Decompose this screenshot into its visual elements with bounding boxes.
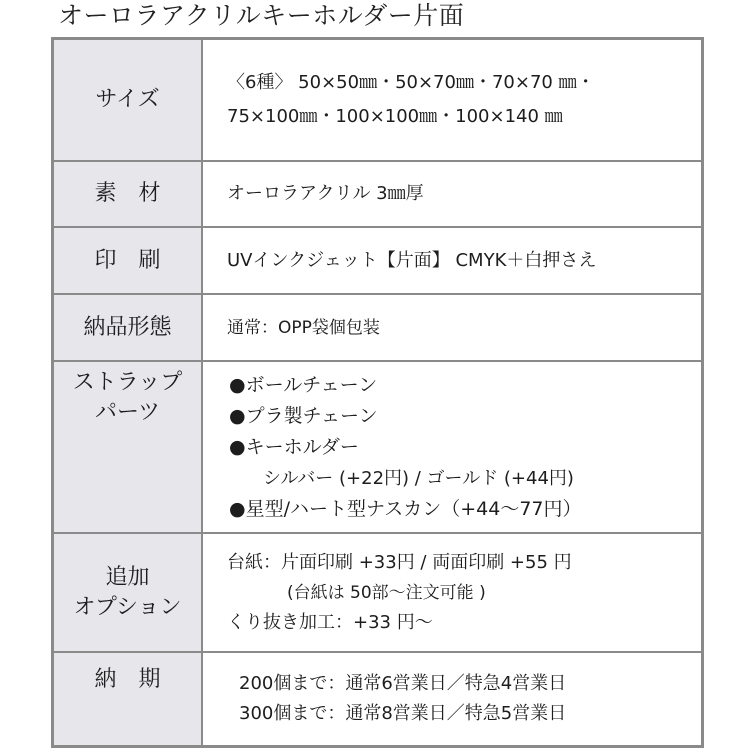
value-line: ●ボールチェーン bbox=[229, 373, 378, 396]
row-value-packaging bbox=[203, 295, 701, 362]
label-text: 追加 bbox=[105, 564, 150, 590]
value-line: 台紙：片面印刷 +33円 / 両面印刷 +55 円 bbox=[227, 552, 572, 573]
row-value-printing bbox=[203, 228, 701, 295]
value-line: シルバー (+22円) / ゴールド (+44円) bbox=[263, 467, 574, 489]
value-line: 通常：OPP袋個包装 bbox=[227, 317, 380, 338]
value-line: UVインクジェット【片面】 CMYK＋白押さえ bbox=[227, 249, 597, 271]
row-label-size bbox=[54, 40, 203, 162]
row-label-printing bbox=[54, 228, 203, 295]
row-label-strap-parts bbox=[54, 362, 203, 534]
row-value-options bbox=[203, 534, 701, 653]
label-text: パーツ bbox=[94, 400, 161, 425]
label-text: 素 材 bbox=[94, 181, 161, 206]
value-line: ●キーホルダー bbox=[229, 435, 359, 458]
value-line: 200個まで：通常6営業日／特急4営業日 bbox=[239, 673, 567, 694]
label-text: 納 期 bbox=[94, 667, 161, 692]
row-label-options bbox=[54, 534, 203, 653]
value-line: (台紙は 50部〜注文可能 ) bbox=[287, 583, 486, 603]
row-value-material bbox=[203, 162, 701, 228]
label-text: オプション bbox=[73, 594, 182, 620]
value-line: 75×100㎜・100×100㎜・100×140 ㎜ bbox=[227, 106, 563, 127]
value-line: ●星型/ハート型ナスカン（+44〜77円） bbox=[229, 497, 582, 520]
page-title: オーロラアクリルキーホルダー片面 bbox=[58, 1, 465, 30]
row-label-material bbox=[54, 162, 203, 228]
value-line: 300個まで：通常8営業日／特急5営業日 bbox=[239, 703, 567, 724]
label-text: サイズ bbox=[95, 87, 160, 112]
row-value-lead-time bbox=[203, 653, 701, 745]
value-line: くり抜き加工：+33 円〜 bbox=[227, 612, 433, 633]
label-text: 納品形態 bbox=[83, 314, 172, 340]
row-label-packaging bbox=[54, 295, 203, 362]
row-value-strap-parts bbox=[203, 362, 701, 534]
value-line: 〈6種〉 50×50㎜・50×70㎜・70×70 ㎜・ bbox=[227, 72, 595, 93]
value-line: オーロラアクリル 3㎜厚 bbox=[227, 183, 424, 204]
spec-table bbox=[51, 37, 704, 748]
row-value-size bbox=[203, 40, 701, 162]
row-label-lead-time bbox=[54, 653, 203, 745]
label-text: ストラップ bbox=[72, 370, 183, 395]
value-line: ●プラ製チェーン bbox=[229, 404, 378, 427]
label-text: 印 刷 bbox=[94, 247, 161, 273]
